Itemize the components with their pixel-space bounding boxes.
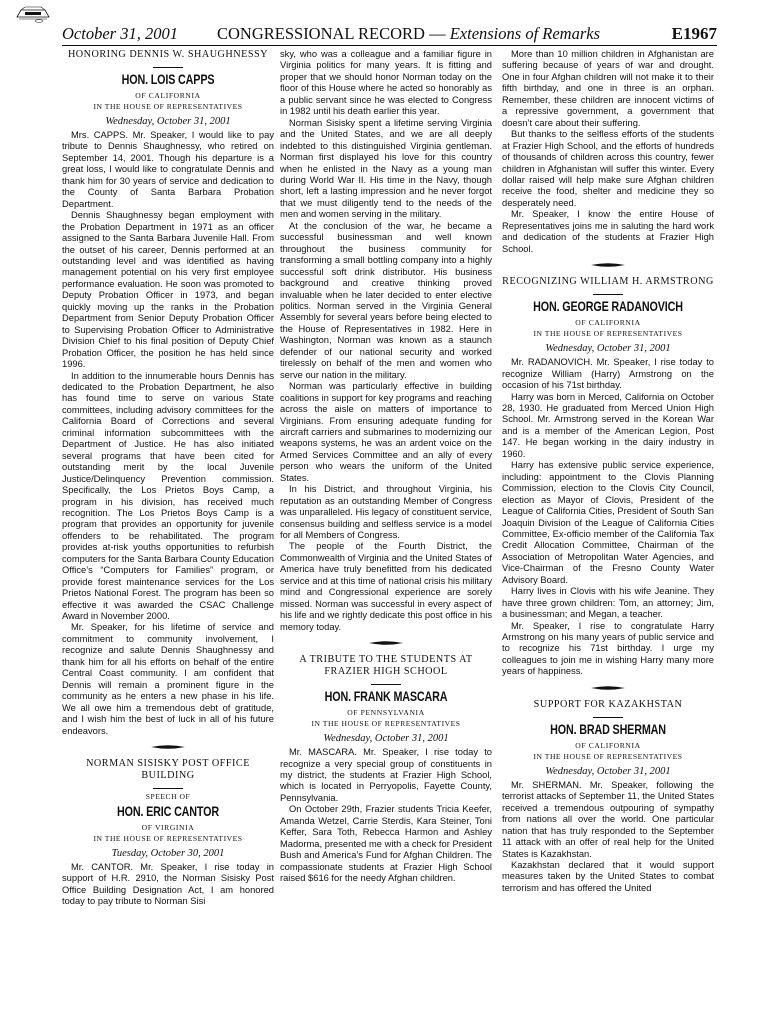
- member-name: HON. LOIS CAPPS: [121, 72, 215, 87]
- house-label: IN THE HOUSE OF REPRESENTATIVES: [533, 751, 683, 761]
- section-separator: [591, 685, 625, 691]
- paragraph: Dennis Shaughnessy began employment with the Probation Department in 1971 as an officer assigned to the Santa Barbara Juvenile Hall. From the outset of his career, Dennis performed at an outstanding level and was identified as having management potential on his very first employee performance evaluation. He soon was promoted to Deputy Probation Officer in 1973, and began quickly moving up the ranks in the Probation Department from Senior Deputy Probation Officer to Supervising Probation Officer to Administrative Division Chief to his final position of Deputy Chief Probation Officer, the position he has held since 1996.: [62, 210, 274, 370]
- page-header: [62, 24, 717, 44]
- header-title-main: CONGRESSIONAL RECORD: [217, 24, 425, 43]
- paragraph: Mr. SHERMAN. Mr. Speaker, following the terrorist attacks of September 11, the United States received a tremendous outpouring of sympathy from nations all over the world. One particular nation that has truly responded to the September 11 attack with an offer of real help for the United States is Kazakhstan.: [502, 779, 714, 859]
- member-name: HON. GEORGE RADANOVICH: [533, 299, 683, 315]
- paragraph: But thanks to the selfless efforts of the students at Frazier High School, and the efforts of hundreds of thousands of children across this country, fewer children in Afghanistan will suffer this winter. Every dollar raised will help make sure Afghan children receive the food, shelter and medicine they so desperately need.: [502, 129, 714, 208]
- paragraph-continued: sky, who was a colleague and a familiar figure in Virginia politics for many years. It is fitting and proper that we should honor Norman today on the floor of this House where he acted so honorably as a public servant since he was elected to Congress in 1982 until his death earlier this year.: [280, 49, 492, 117]
- article-title: SUPPORT FOR KAZAKHSTAN: [533, 698, 683, 710]
- header-date: October 31, 2001: [62, 24, 178, 43]
- house-label: IN THE HOUSE OF REPRESENTATIVES: [93, 834, 243, 844]
- title-rule: [153, 788, 183, 789]
- article-title: A TRIBUTE TO THE STUDENTS AT FRAZIER HIGH SCHOOL: [299, 654, 473, 678]
- speech-date: Wednesday, October 31, 2001: [105, 116, 231, 127]
- paragraph: More than 10 million children in Afghanistan are suffering because of years of war and drought. One in four Afghan children will not make it to their fifth birthday, and one in three is an orphan. Remember, these children are innocent victims of a repressive government, a government that doesn’t care about their suffering.: [502, 49, 714, 128]
- article-title: RECOGNIZING WILLIAM H. ARMSTRONG: [502, 276, 714, 288]
- paragraph: Kazakhstan declared that it would support measures taken by the United States to combat terrorism and has offered the United: [502, 860, 714, 893]
- member-state: OF PENNSYLVANIA: [347, 708, 425, 718]
- section-separator: [591, 262, 625, 268]
- speech-of-label: SPEECH OF: [145, 792, 191, 802]
- paragraph: In addition to the innumerable hours Dennis has dedicated to the Probation Department, he also has found time to serve on various State committees, including advisory committees for the California Board of Corrections and several criminal information subcommittees with the Department of Justice. He has also initiated several programs that have been cited for outstanding merit by the local Juvenile Justice/Delinquency Prevention commission. Specifically, the Los Prietos Boys Camp, a program in his division, has received much recognition. The Los Prietos Boys Camp is a program that provides an opportunity for juvenile offenders to be rehabilitated. The program provides at-risk youths opportunities to refurbish computers for the Santa Barbara County Education Office’s “Computers for Families” program, or provide forest maintenance services for the Los Prietos National Forest. The program has been so effective it was awarded the CSAC Challenge Award in November 2000.: [62, 370, 274, 622]
- member-name: HON. BRAD SHERMAN: [550, 721, 666, 737]
- title-rule: [593, 717, 623, 718]
- speech-date: Wednesday, October 31, 2001: [545, 343, 671, 355]
- header-title-section: Extensions of Remarks: [449, 24, 601, 43]
- article-mascara: [280, 654, 492, 884]
- house-label: IN THE HOUSE OF REPRESENTATIVES: [311, 719, 461, 729]
- article-radanovich: [502, 276, 714, 678]
- paragraph: On October 29th, Frazier students Tricia Keefer, Amanda Wetzel, Carrie Sterdis, Kara Steiner, Toni Keffer, Sara Toth, Rebecca Harmon and Ashley Madorma, presented me with a check for President Bush and America’s Fund for Afghan Children. The compassionate students at Frazier High School raised $616 for the needy Afghan children.: [280, 804, 492, 884]
- paragraph: Mr. Speaker, I rise to congratulate Harry Armstrong on his many years of public service and to recognize his 71st birthday. I urge my colleagues to join me in wishing Harry many more years of happiness.: [502, 620, 714, 677]
- member-state: OF CALIFORNIA: [575, 740, 641, 750]
- article-sherman: [502, 699, 714, 895]
- title-rule: [593, 294, 623, 295]
- section-separator: [369, 640, 403, 646]
- header-title-dash: —: [424, 24, 450, 43]
- house-label: IN THE HOUSE OF REPRESENTATIVES: [93, 102, 243, 111]
- paragraph: Harry was born in Merced, California on October 28, 1930. He graduated from Merced Union High School. Mr. Armstrong served in the Korean War and is a member of the American Legion, Post 147. He began working in the dairy industry in 1960.: [502, 391, 714, 459]
- speech-date: Tuesday, October 30, 2001: [111, 848, 225, 860]
- paragraph: Mr. RADANOVICH. Mr. Speaker, I rise today to recognize William (Harry) Armstrong on the occasion of his 71st birthday.: [502, 357, 714, 391]
- paragraph: At the conclusion of the war, he became a successful businessman and well known throughout the business community for transforming a small bottling company into a highly successful soft drink distributor. His business background and creative thinking proved invaluable when he later decided to enter elective politics. Norman served in the Virginia General Assembly for several years before being elected to the House of Representatives in 1982. Here in Washington, Norman was known as a staunch defender of our national security and worked tirelessly on behalf of the men and women who serve our nation in the military.: [280, 220, 492, 380]
- article-title: NORMAN SISISKY POST OFFICE BUILDING: [86, 758, 250, 782]
- house-label: IN THE HOUSE OF REPRESENTATIVES: [533, 329, 683, 339]
- paragraph: In his District, and throughout Virginia, his reputation as an outstanding Member of Congress was unparalleled. His legacy of constituent service, consensus building and selfless service is a model for all Members of Congress.: [280, 484, 492, 541]
- member-name: HON. ERIC CANTOR: [117, 804, 219, 820]
- column-3: [502, 49, 714, 894]
- paragraph: Mr. Speaker, I know the entire House of Representatives joins me in saluting the hard work and dedication of the students at Frazier High School.: [502, 209, 714, 254]
- paragraph: Harry lives in Clovis with his wife Jeanine. They have three grown children: Tom, an attorney; Jim, a businessman; and Megan, a teacher.: [502, 586, 714, 620]
- article-cantor: [62, 758, 274, 908]
- header-rule: [62, 45, 717, 46]
- header-title: [217, 24, 600, 44]
- article-title: HONORING DENNIS W. SHAUGHNESSY: [67, 49, 269, 60]
- paragraph: Harry has extensive public service experience, including: appointment to the Clovis Planning Commission, election to the Clovis City Council, election as Mayor of Clovis, President of the League of California Cities, President of South San Joaquin Division of the League of California Cities Committee, Ex-officio member of the California Tax Credit Allocation Committee, Chairman of the Association of Metropolitan Water Agencies, and Vice-Chairman of the Fresno County Water Advisory Board.: [502, 460, 714, 585]
- paragraph: Mrs. CAPPS. Mr. Speaker, I would like to pay tribute to Dennis Shaughnessy, who retired on September 14, 2001. Though his departure is a great loss, I would like to congratulate Dennis and thank him for 30 years of service and dedication to the County of Santa Barbara Probation Department.: [62, 130, 274, 209]
- paragraph: Mr. Speaker, for his lifetime of service and commitment to community involvement, I recognize and salute Dennis Shaughnessy and thank him for all his efforts on behalf of the entire Central Coast community. I am confident that Dennis will remain a prominent figure in the community as he enters a new phase in his life. We all owe him a tremendous debt of gratitude, and I wish him the best of luck in all of his future endeavors.: [62, 622, 274, 736]
- article-capps: [62, 49, 274, 737]
- member-state: OF CALIFORNIA: [135, 91, 201, 100]
- section-separator: [151, 744, 185, 750]
- title-rule: [153, 67, 183, 68]
- paragraph: Mr. MASCARA. Mr. Speaker, I rise today to recognize a very special group of constituents in my district, the students at Frazier High School, which is located in Perryopolis, Fayette County, Pennsylvania.: [280, 747, 492, 803]
- member-state: OF VIRGINIA: [141, 823, 195, 833]
- speech-date: Wednesday, October 31, 2001: [545, 765, 671, 777]
- member-name: HON. FRANK MASCARA: [324, 689, 448, 705]
- member-state: OF CALIFORNIA: [575, 318, 641, 328]
- paragraph: Norman was particularly effective in building coalitions in support for key programs and reaching across the aisle on matters of importance to Virginians. From ensuring adequate funding for aircraft carriers and submarines to modernizing our weapons systems, he was an ardent voice on the Armed Services Committee and an ally of every person who wears the uniform of the United States.: [280, 381, 492, 483]
- paragraph: The people of the Fourth District, the Commonwealth of Virginia and the United States of America have truly benefitted from his dedicated service and at this time of national crisis his military mind and Congressional experience are sorely missed. Norman was successful in every aspect of his life and we rightly dedicate this post office in his memory today.: [280, 541, 492, 632]
- speech-date: Wednesday, October 31, 2001: [323, 733, 449, 745]
- column-2: [280, 49, 492, 885]
- paragraph: Mr. CANTOR. Mr. Speaker, I rise today in support of H.R. 2910, the Norman Sisisky Post Office Building Designation Act, I am honored today to pay tribute to Norman Sisi: [62, 862, 274, 907]
- record-logo-icon: [15, 5, 51, 23]
- header-page-number: E1967: [671, 24, 717, 43]
- column-1: [62, 49, 274, 908]
- paragraph: Norman Sisisky spent a lifetime serving Virginia and the United States, and we are all deeply indebted to this distinguished Virginia gentleman. Norman first displayed his love for this country when he enlisted in the Navy as a young man during World War II. His time in the Navy, though short, left a lasting impression and he never forgot that we must diligently tend to the needs of the men and women serving in the military.: [280, 117, 492, 220]
- title-rule: [371, 684, 401, 685]
